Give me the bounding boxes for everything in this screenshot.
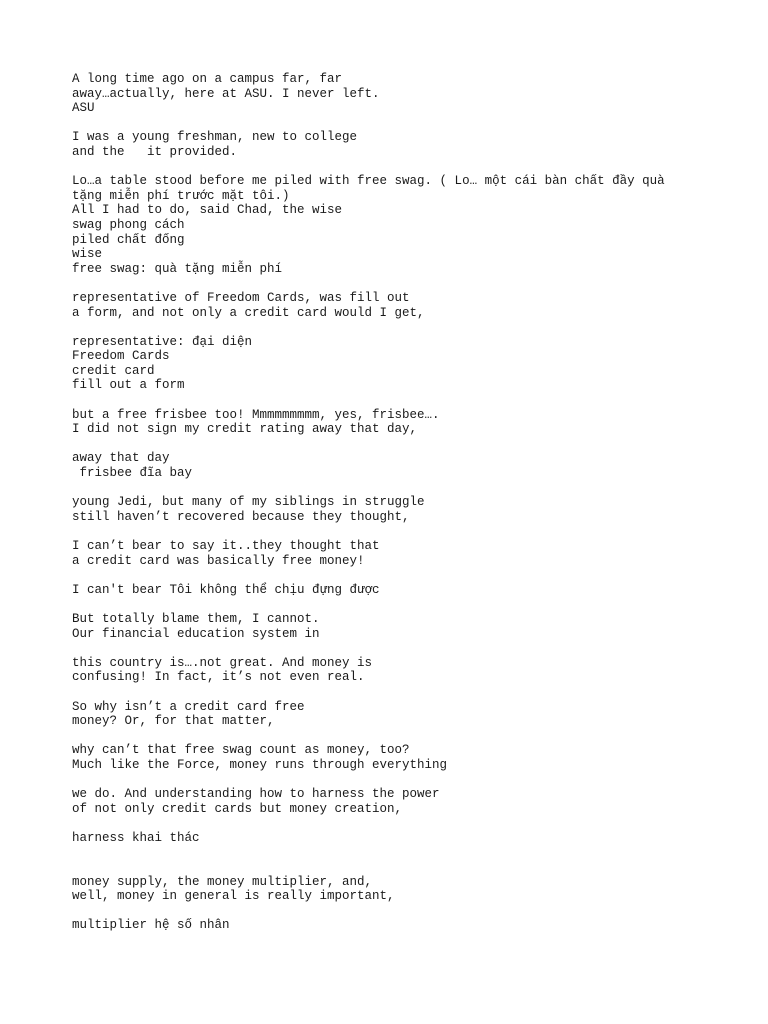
- text-line: money? Or, for that matter,: [72, 714, 275, 729]
- text-line: young Jedi, but many of my siblings in struggle: [72, 495, 425, 510]
- paragraph-why-not: [72, 700, 732, 729]
- vocab-line: frisbee đĩa bay: [72, 466, 193, 481]
- paragraph-not-great: [72, 656, 732, 685]
- vocab-cant-bear: [72, 583, 732, 598]
- text-line: a form, and not only a credit card would I get,: [72, 305, 425, 320]
- paragraph-jedi: [72, 495, 732, 524]
- paragraph-freshman: [72, 130, 732, 159]
- paragraph-force: [72, 743, 732, 772]
- text-line: I can’t bear to say it..they thought that: [72, 539, 380, 553]
- text-line: and the it provided.: [72, 144, 238, 159]
- vocab-line: fill out a form: [72, 378, 185, 393]
- vocab-line: Freedom Cards: [72, 349, 170, 364]
- vocab-line: piled chất đống: [72, 232, 185, 247]
- text-line: A long time ago on a campus far, far: [72, 72, 343, 86]
- paragraph-money-supply: [72, 875, 732, 904]
- paragraph-frisbee: [72, 408, 732, 437]
- paragraph-campus: [72, 72, 732, 116]
- vocab-line: free swag: quà tặng miễn phí: [72, 261, 283, 276]
- vocab-line: away that day: [72, 451, 170, 466]
- text-line: representative of Freedom Cards, was fill out: [72, 290, 410, 305]
- text-line: I was a young freshman, new to college: [72, 130, 358, 145]
- text-line: Our financial education system in: [72, 626, 320, 641]
- vocab-frisbee: [72, 451, 732, 480]
- paragraph-free-swag: [72, 174, 732, 276]
- vocab-line: credit card: [72, 363, 155, 378]
- text-line: confusing! In fact, it’s not even real.: [72, 670, 365, 685]
- vocab-multiplier: [72, 918, 732, 933]
- text-line: away…actually, here at ASU. I never left.: [72, 86, 380, 101]
- vocab-line: multiplier hệ số nhân: [72, 918, 230, 933]
- text-line: well, money in general is really important,: [72, 889, 395, 904]
- text-line: I did not sign my credit rating away that day,: [72, 422, 418, 437]
- vocab-harness: [72, 831, 732, 846]
- document-page: [72, 72, 732, 948]
- text-line: a credit card was basically free money!: [72, 553, 365, 568]
- text-line: money supply, the money multiplier, and,: [72, 874, 373, 889]
- paragraph-blame: [72, 612, 732, 641]
- text-line: Much like the Force, money runs through everything: [72, 757, 448, 772]
- text-line: why can’t that free swag count as money, too?: [72, 743, 410, 758]
- text-line: All I had to do, said Chad, the wise: [72, 203, 343, 218]
- text-line: this country is….not great. And money is: [72, 655, 373, 670]
- text-line: of not only credit cards but money creation,: [72, 801, 403, 816]
- text-line: So why isn’t a credit card free: [72, 699, 305, 714]
- vocab-line: I can't bear Tôi không thể chịu đựng được: [72, 582, 380, 597]
- paragraph-representative: [72, 291, 732, 320]
- text-line: we do. And understanding how to harness the power: [72, 787, 440, 802]
- vocab-line: wise: [72, 247, 103, 262]
- text-line: but a free frisbee too! Mmmmmmmmm, yes, frisbee….: [72, 407, 440, 422]
- vocab-line: representative: đại diện: [72, 334, 253, 349]
- vocab-line: swag phong cách: [72, 217, 185, 232]
- paragraph-free-money: [72, 539, 732, 568]
- text-line: But totally blame them, I cannot.: [72, 611, 320, 626]
- paragraph-harness: [72, 787, 732, 816]
- vocab-line: harness khai thác: [72, 830, 200, 845]
- text-line: ASU: [72, 101, 95, 116]
- text-line: still haven’t recovered because they thought,: [72, 509, 410, 524]
- text-line: tặng miễn phí trước mặt tôi.): [72, 188, 290, 203]
- vocab-representative: [72, 335, 732, 393]
- text-line: Lo…a table stood before me piled with free swag. ( Lo… một cái bàn chất đầy quà: [72, 174, 665, 189]
